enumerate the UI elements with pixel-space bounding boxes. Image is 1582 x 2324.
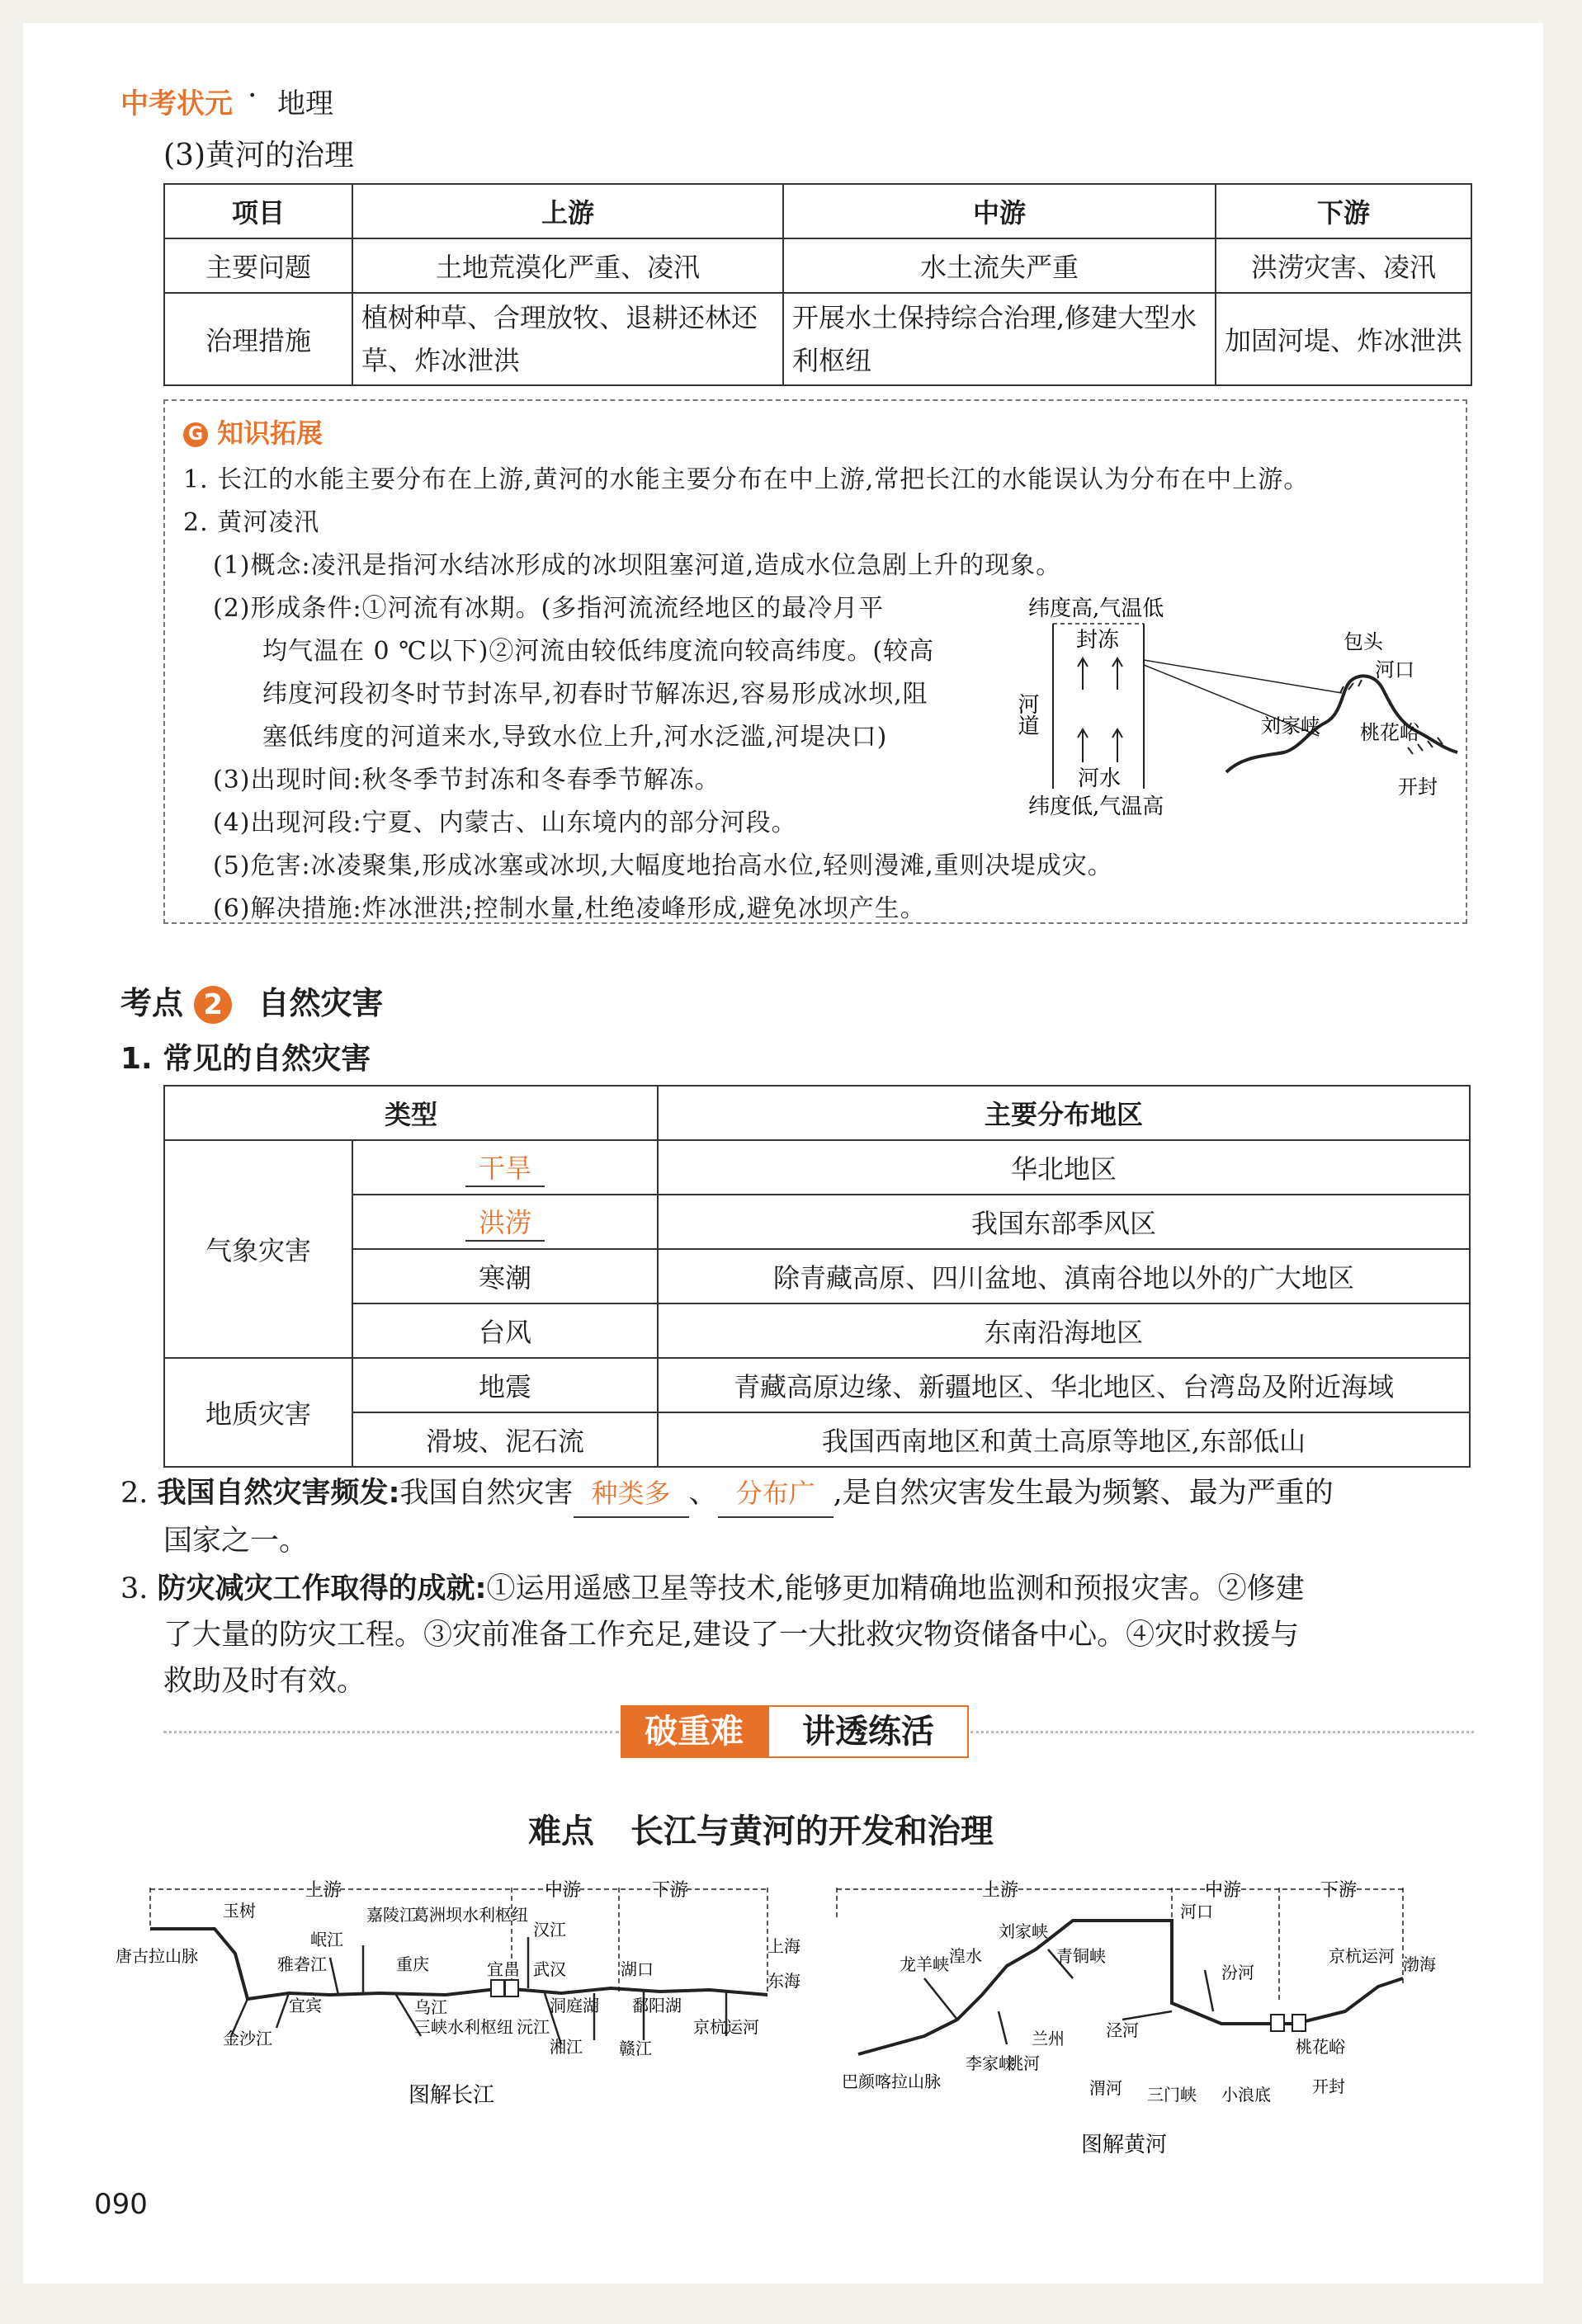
- yellow-label: 刘家峡: [999, 1921, 1048, 1941]
- disaster-type: 寒潮: [352, 1249, 658, 1303]
- table1-header: 上游: [352, 184, 783, 238]
- item2-sep: 、: [688, 1477, 718, 1510]
- knowledge-line: 1. 长江的水能主要分布在上游,黄河的水能主要分布在中上游,常把长江的水能误认为分布在中上游。: [183, 465, 1310, 494]
- knowledge-line: (5)危害:冰凌聚集,形成冰塞或冰坝,大幅度地抬高水位,轻则漫滩,重则决堤成灾。: [213, 851, 1113, 880]
- item2-text: ,是自然灾害发生最为频繁、最为严重的: [833, 1477, 1334, 1510]
- disaster-category: 气象灾害: [164, 1140, 352, 1358]
- yangtze-label: 岷江: [310, 1930, 343, 1949]
- segment-label: 上游: [982, 1880, 1019, 1901]
- knowledge-line: (4)出现河段:宁夏、内蒙古、山东境内的部分河段。: [213, 808, 797, 837]
- knowledge-title-text: 知识拓展: [217, 417, 323, 449]
- knowledge-line: (2)形成条件:①河流有冰期。(多指河流流经地区的最冷月平: [213, 594, 885, 623]
- diagram-freeze: 封冻: [1076, 628, 1120, 653]
- difficulty-title: 长江与黄河的开发和治理: [630, 1813, 994, 1850]
- yangtze-label: 京杭运河: [693, 2017, 759, 2037]
- section-title: (3)黄河的治理: [163, 139, 354, 172]
- diagram-place: 桃花峪: [1360, 721, 1419, 744]
- table1-cell: 开展水土保持综合治理,修建大型水利枢纽: [783, 293, 1216, 385]
- knowledge-line: (3)出现时间:秋冬季节封冻和冬春季节解冻。: [213, 766, 720, 794]
- item3-num: 3.: [120, 1572, 149, 1605]
- item3-line: 了大量的防灾工程。③灾前准备工作充足,建设了一大批救灾物资储备中心。④灾时救援与: [163, 1619, 1300, 1652]
- item3-text: ①运用遥感卫星等技术,能够更加精确地监测和预报灾害。②修建: [486, 1572, 1305, 1605]
- knowledge-line: 2. 黄河凌汛: [183, 508, 320, 537]
- yangtze-label: 葛洲坝水利枢纽: [413, 1905, 528, 1925]
- disaster-type: 台风: [352, 1303, 658, 1358]
- disaster-area: 东南沿海地区: [658, 1303, 1470, 1358]
- disaster-category: 地质灾害: [164, 1358, 352, 1467]
- knowledge-line: 纬度河段初冬时节封冻早,初春时节解冻迟,容易形成冰坝,阻: [262, 680, 928, 709]
- segment-label: 上游: [305, 1880, 342, 1901]
- knowledge-line: 塞低纬度的河道来水,导致水位上升,河水泛滥,河堤决口): [262, 723, 888, 752]
- yellow-label: 巴颜喀拉山脉: [842, 2072, 941, 2091]
- knowledge-line: (6)解决措施:炸冰泄洪;控制水量,杜绝凌峰形成,避免冰坝产生。: [213, 894, 926, 923]
- yellow-label: 青铜峡: [1056, 1946, 1106, 1966]
- yellow-label: 河口: [1180, 1902, 1213, 1921]
- yangtze-label: 鄱阳湖: [632, 1996, 682, 2015]
- knowledge-title: [183, 412, 323, 450]
- banner-right: 讲透练活: [767, 1705, 969, 1758]
- item3-line: 救助及时有效。: [163, 1665, 366, 1698]
- yangtze-label: 雅砻江: [277, 1954, 327, 1974]
- segment-label: 中游: [1205, 1880, 1242, 1901]
- yellow-label: 小浪底: [1221, 2085, 1271, 2105]
- yangtze-label: 重庆: [396, 1954, 429, 1974]
- table1-cell: 土地荒漠化严重、凌汛: [352, 238, 783, 293]
- yangtze-river-line: [150, 1929, 767, 1999]
- yellow-label: 渤海: [1403, 1954, 1436, 1974]
- yellow-label: 三门峡: [1147, 2085, 1197, 2105]
- disaster-area: 我国西南地区和黄土高原等地区,东部低山: [658, 1412, 1470, 1467]
- yangtze-label: 沅江: [517, 2017, 550, 2037]
- item1-title: 1. 常见的自然灾害: [120, 1042, 371, 1076]
- kaodian-heading: [120, 978, 384, 1024]
- yangtze-label: 上海: [767, 1936, 800, 1956]
- yellow-label: 开封: [1312, 2077, 1345, 2096]
- table1-row-label: 治理措施: [164, 293, 352, 385]
- yellow-label: 兰州: [1032, 2029, 1065, 2048]
- table1-header: 中游: [783, 184, 1216, 238]
- header-dot: ·: [248, 79, 257, 113]
- yellow-label: 渭河: [1089, 2078, 1122, 2098]
- yangtze-label: 宜昌: [487, 1959, 520, 1979]
- item2-text: 我国自然灾害: [399, 1477, 574, 1510]
- diagram-place: 河口: [1375, 658, 1414, 681]
- yangtze-label: 嘉陵江: [366, 1905, 416, 1925]
- filled-answer: 分布广: [718, 1470, 834, 1518]
- yellow-caption: 图解黄河: [1081, 2133, 1168, 2157]
- item2-continuation: 国家之一。: [163, 1525, 309, 1558]
- disaster-area: 华北地区: [658, 1140, 1470, 1195]
- yangtze-label: 三峡水利枢纽: [414, 2017, 513, 2037]
- disaster-area: 除青藏高原、四川盆地、滇南谷地以外的广大地区: [658, 1249, 1470, 1303]
- segment-label: 中游: [545, 1880, 582, 1901]
- yangtze-diagram: [116, 1871, 825, 2119]
- yellow-label: 湟水: [949, 1946, 982, 1966]
- flow-arrows: [1078, 658, 1122, 762]
- diagram-bottom-label: 纬度低,气温高: [1028, 794, 1164, 819]
- banner-left: 破重难: [621, 1705, 767, 1758]
- kaodian-prefix: 考点: [120, 985, 184, 1021]
- item2-label: 我国自然灾害频发:: [157, 1477, 400, 1510]
- natural-disaster-table: [163, 1085, 1471, 1468]
- table1-header: 项目: [164, 184, 352, 238]
- table1-cell: 水土流失严重: [783, 238, 1216, 293]
- filled-answer: 干旱: [465, 1148, 545, 1187]
- knowledge-icon: G: [183, 422, 208, 447]
- yellow-label: 桃花峪: [1296, 2037, 1345, 2057]
- banner-rule: [970, 1731, 1474, 1733]
- table1-cell: 加固河堤、炸冰泄洪: [1216, 293, 1471, 385]
- filled-answer: 洪涝: [465, 1202, 545, 1242]
- disaster-area: 青藏高原边缘、新疆地区、华北地区、台湾岛及附近海域: [658, 1358, 1470, 1412]
- yangtze-label: 湘江: [550, 2037, 583, 2057]
- segment-label: 下游: [1320, 1880, 1358, 1901]
- yangtze-label: 湖口: [621, 1959, 654, 1979]
- banner-rule: [163, 1731, 619, 1733]
- yellow-river-diagram: [834, 1871, 1461, 2168]
- diagram-place: 刘家峡: [1261, 714, 1320, 738]
- item3-paragraph: [120, 1566, 1305, 1612]
- yangtze-label: 玉树: [223, 1901, 256, 1921]
- yellow-label: 李家峡: [966, 2053, 1015, 2073]
- table1-row-label: 主要问题: [164, 238, 352, 293]
- kaodian-title: 自然灾害: [257, 985, 384, 1021]
- yellow-label: 汾河: [1221, 1963, 1254, 1982]
- yangtze-label: 武汉: [533, 1959, 566, 1979]
- yellow-label: 洮河: [1007, 2053, 1040, 2073]
- table1-cell: 洪涝灾害、凌汛: [1216, 238, 1471, 293]
- table2-header: 类型: [164, 1086, 658, 1140]
- yellow-label: 京杭运河: [1329, 1946, 1395, 1966]
- ice-flood-diagram: [1014, 591, 1466, 838]
- subject-title: 地理: [277, 87, 333, 120]
- page-number: 090: [94, 2188, 148, 2221]
- yangtze-label: 洞庭湖: [550, 1996, 599, 2015]
- yangtze-label: 东海: [767, 1971, 800, 1991]
- brand-logo: 中考状元: [120, 87, 233, 120]
- diagram-top-label: 纬度高,气温低: [1028, 596, 1164, 621]
- item3-label: 防灾减灾工作取得的成就:: [157, 1572, 487, 1605]
- item2-paragraph: [120, 1470, 1474, 1518]
- table2-header: 主要分布地区: [658, 1086, 1470, 1140]
- item2-num: 2.: [120, 1477, 149, 1510]
- yangtze-caption: 图解长江: [408, 2083, 495, 2108]
- yangtze-label: 宜宾: [289, 1996, 322, 2015]
- knowledge-line: (1)概念:凌汛是指河水结冰形成的冰坝阻塞河道,造成水位急剧上升的现象。: [213, 551, 1062, 580]
- yellow-river-governance-table: [163, 183, 1472, 386]
- diagram-place: 开封: [1398, 775, 1438, 799]
- disaster-area: 我国东部季风区: [658, 1195, 1470, 1249]
- kaodian-number-badge: 2: [194, 986, 232, 1024]
- yangtze-label: 乌江: [414, 1997, 447, 2017]
- table1-cell: 植树种草、合理放牧、退耕还林还草、炸冰泄洪: [352, 293, 783, 385]
- disaster-type: 滑坡、泥石流: [352, 1412, 658, 1467]
- diagram-place: 包头: [1344, 630, 1383, 653]
- diagram-channel: 河道: [1014, 693, 1039, 736]
- knowledge-line: 均气温在 0 ℃以下)②河流由较低纬度流向较高纬度。(较高: [262, 637, 935, 666]
- table1-header: 下游: [1216, 184, 1471, 238]
- filled-answer: 种类多: [574, 1470, 689, 1518]
- segment-label: 下游: [652, 1880, 689, 1901]
- yangtze-label: 赣江: [619, 2039, 652, 2058]
- difficulty-heading: [528, 1805, 994, 1852]
- disaster-type: 地震: [352, 1358, 658, 1412]
- yangtze-label: 唐古拉山脉: [116, 1946, 198, 1966]
- diagram-water: 河水: [1078, 766, 1122, 791]
- yangtze-label: 汉江: [533, 1920, 566, 1940]
- difficulty-label: 难点: [528, 1813, 594, 1850]
- yellow-label: 龙羊峡: [900, 1954, 949, 1974]
- yellow-label: 泾河: [1106, 2020, 1139, 2040]
- yangtze-label: 金沙江: [223, 2029, 272, 2048]
